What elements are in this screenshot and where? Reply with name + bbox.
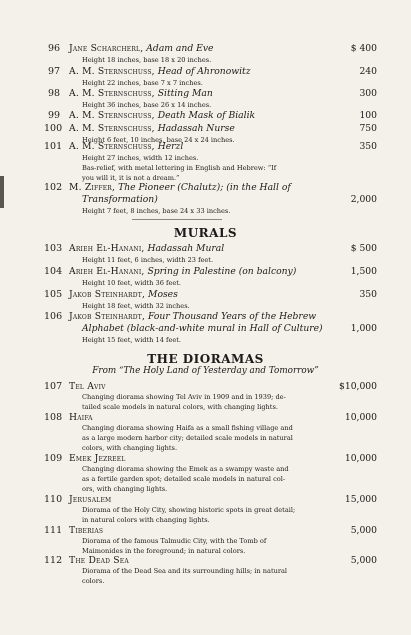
entry-title xyxy=(69,124,235,133)
entry-detail: Diorama of the Holy City, showing historic spots in great detail; xyxy=(82,506,296,514)
entry-detail: Height 22 inches, base 7 x 7 inches. xyxy=(82,79,203,87)
entry-detail: Height 7 feet, 8 inches, base 24 x 33 inches. xyxy=(82,207,231,215)
section-subheading: From “The Holy Land of Yesterday and Tomorrow” xyxy=(92,366,319,376)
entry-place: Tel Aviv xyxy=(69,381,106,392)
entry-price: 350 xyxy=(359,141,377,152)
entry-detail: Maimonides in the foreground; in natural colors. xyxy=(82,547,246,555)
entry-number: 108 xyxy=(44,412,63,423)
entry-number: 96 xyxy=(48,43,61,54)
entry-price: 10,000 xyxy=(344,412,377,423)
entry-title xyxy=(69,312,316,321)
entry-artist: A. M. Sternschuss, xyxy=(69,141,155,152)
entry-artist: Jakob Steinhardt, xyxy=(69,311,146,322)
entry-detail: Changing diorama showing Tel Aviv in 1909 and in 1939; de- xyxy=(82,393,286,401)
entry-detail: Bas-relief, with metal lettering in English and Hebrew: “If xyxy=(82,164,277,172)
entry-place: The Dead Sea xyxy=(69,555,129,566)
entry-number: 111 xyxy=(44,525,63,536)
entry-detail: Changing diorama showing Haifa as a small fishing village and xyxy=(82,424,293,432)
entry-detail: ors, with changing lights. xyxy=(82,485,168,493)
entry-title xyxy=(69,89,213,98)
entry-artist: A. M. Sternschuss, xyxy=(69,88,155,99)
entry-number: 99 xyxy=(48,110,61,121)
entry-price: 350 xyxy=(359,289,377,300)
entry-place: Tiberias xyxy=(69,525,104,536)
section-heading-dioramas: THE DIORAMAS xyxy=(147,352,264,366)
entry-detail: Height 36 inches, base 26 x 14 inches. xyxy=(82,101,212,109)
entry-title xyxy=(69,111,255,120)
entry-price: 2,000 xyxy=(350,194,377,205)
entry-number: 107 xyxy=(44,381,63,392)
entry-artist: Arieh El-Hanani, xyxy=(69,243,145,254)
entry-price: $ 400 xyxy=(350,43,377,54)
entry-artist: A. M. Sternschuss, xyxy=(69,123,155,134)
entry-detail: Height 15 feet, width 14 feet. xyxy=(82,336,181,344)
entry-number: 103 xyxy=(44,243,63,254)
entry-work: Death Mask of Bialik xyxy=(157,110,256,121)
entry-detail: you will it, it is not a dream.” xyxy=(82,174,180,182)
entry-price: 5,000 xyxy=(350,525,377,536)
entry-title xyxy=(69,183,291,192)
entry-title xyxy=(69,142,183,151)
entry-price: $ 500 xyxy=(350,243,377,254)
entry-detail: colors. xyxy=(82,577,105,585)
entry-work: Herzl xyxy=(157,141,184,152)
entry-price: 240 xyxy=(359,66,377,77)
entry-detail: Diorama of the Dead Sea and its surrounding hills; in natural xyxy=(82,567,288,575)
entry-detail: Diorama of the famous Talmudic City, with the Tomb of xyxy=(82,537,267,545)
entry-number: 112 xyxy=(44,555,63,566)
entry-number: 97 xyxy=(48,66,61,77)
entry-detail: Height 11 feet, 6 inches, width 23 feet. xyxy=(82,256,214,264)
entry-detail: as a fertile garden spot; detailed scale models in natural col- xyxy=(82,475,286,483)
entry-artist: A. M. Sternschuss, xyxy=(69,66,155,77)
margin-mark xyxy=(0,176,4,208)
entry-price: 1,000 xyxy=(350,323,377,334)
entry-work: Head of Ahronowitz xyxy=(157,66,251,77)
entry-number: 105 xyxy=(44,289,63,300)
entry-price: 750 xyxy=(359,123,377,134)
entry-work: Moses xyxy=(148,289,178,300)
entry-work: Four Thousand Years of the Hebrew xyxy=(148,311,317,322)
entry-place: Haifa xyxy=(69,412,93,423)
entry-price: 10,000 xyxy=(344,453,377,464)
entry-price: 5,000 xyxy=(350,555,377,566)
entry-detail: Height 18 feet, width 32 inches. xyxy=(82,302,190,310)
entry-number: 101 xyxy=(44,141,63,152)
entry-number: 98 xyxy=(48,88,61,99)
entry-title xyxy=(69,244,224,253)
entry-work: The Pioneer (Chalutz); (in the Hall of xyxy=(118,182,291,193)
entry-number: 109 xyxy=(44,453,63,464)
entry-place: Emek Jezreel xyxy=(69,453,126,464)
entry-title xyxy=(69,267,296,276)
entry-title xyxy=(69,290,178,299)
entry-number: 102 xyxy=(44,182,63,193)
entry-detail: tailed scale models in natural colors, with changing lights. xyxy=(82,403,278,411)
entry-price: $10,000 xyxy=(339,381,377,392)
entry-number: 104 xyxy=(44,266,63,277)
entry-title xyxy=(69,44,213,53)
entry-price: 300 xyxy=(359,88,377,99)
entry-detail: Height 6 feet, 10 inches, base 24 x 24 inches. xyxy=(82,136,235,144)
entry-work-continued: Alphabet (black-and-white mural in Hall of Culture) xyxy=(82,323,323,334)
entry-price: 100 xyxy=(359,110,377,121)
entry-artist: Jane Scharcherl, xyxy=(69,43,144,54)
entry-work: Sitting Man xyxy=(157,88,213,99)
entry-number: 110 xyxy=(44,494,63,505)
entry-artist: Arieh El-Hanani, xyxy=(69,266,145,277)
entry-artist: A. M. Sternschuss, xyxy=(69,110,155,121)
entry-number: 106 xyxy=(44,311,63,322)
entry-detail: Height 27 inches, width 12 inches. xyxy=(82,154,199,162)
entry-work: Hadassah Nurse xyxy=(157,123,235,134)
entry-artist: Jakob Steinhardt, xyxy=(69,289,146,300)
entry-number: 100 xyxy=(44,123,63,134)
entry-detail: Height 10 feet, width 36 feet. xyxy=(82,279,181,287)
entry-price: 1,500 xyxy=(350,266,377,277)
entry-detail: Height 18 inches, base 18 x 20 inches. xyxy=(82,56,212,64)
entry-place: Jerusalem xyxy=(69,494,112,505)
entry-title xyxy=(69,67,251,76)
entry-work: Hadassah Mural xyxy=(147,243,225,254)
section-heading-murals: MURALS xyxy=(173,226,238,240)
entry-detail: colors, with changing lights. xyxy=(82,444,178,452)
entry-work-continued: Transformation) xyxy=(82,194,158,205)
entry-detail: in natural colors with changing lights. xyxy=(82,516,210,524)
entry-work: Adam and Eve xyxy=(146,43,214,54)
entry-detail: Changing diorama showing the Emek as a swampy waste and xyxy=(82,465,289,473)
entry-work: Spring in Palestine (on balcony) xyxy=(147,266,297,277)
entry-detail: as a large modern harbor city; detailed scale models in natural xyxy=(82,434,293,442)
entry-artist: M. Ziffer, xyxy=(69,182,116,193)
entry-price: 15,000 xyxy=(344,494,377,505)
section-rule xyxy=(132,219,222,220)
